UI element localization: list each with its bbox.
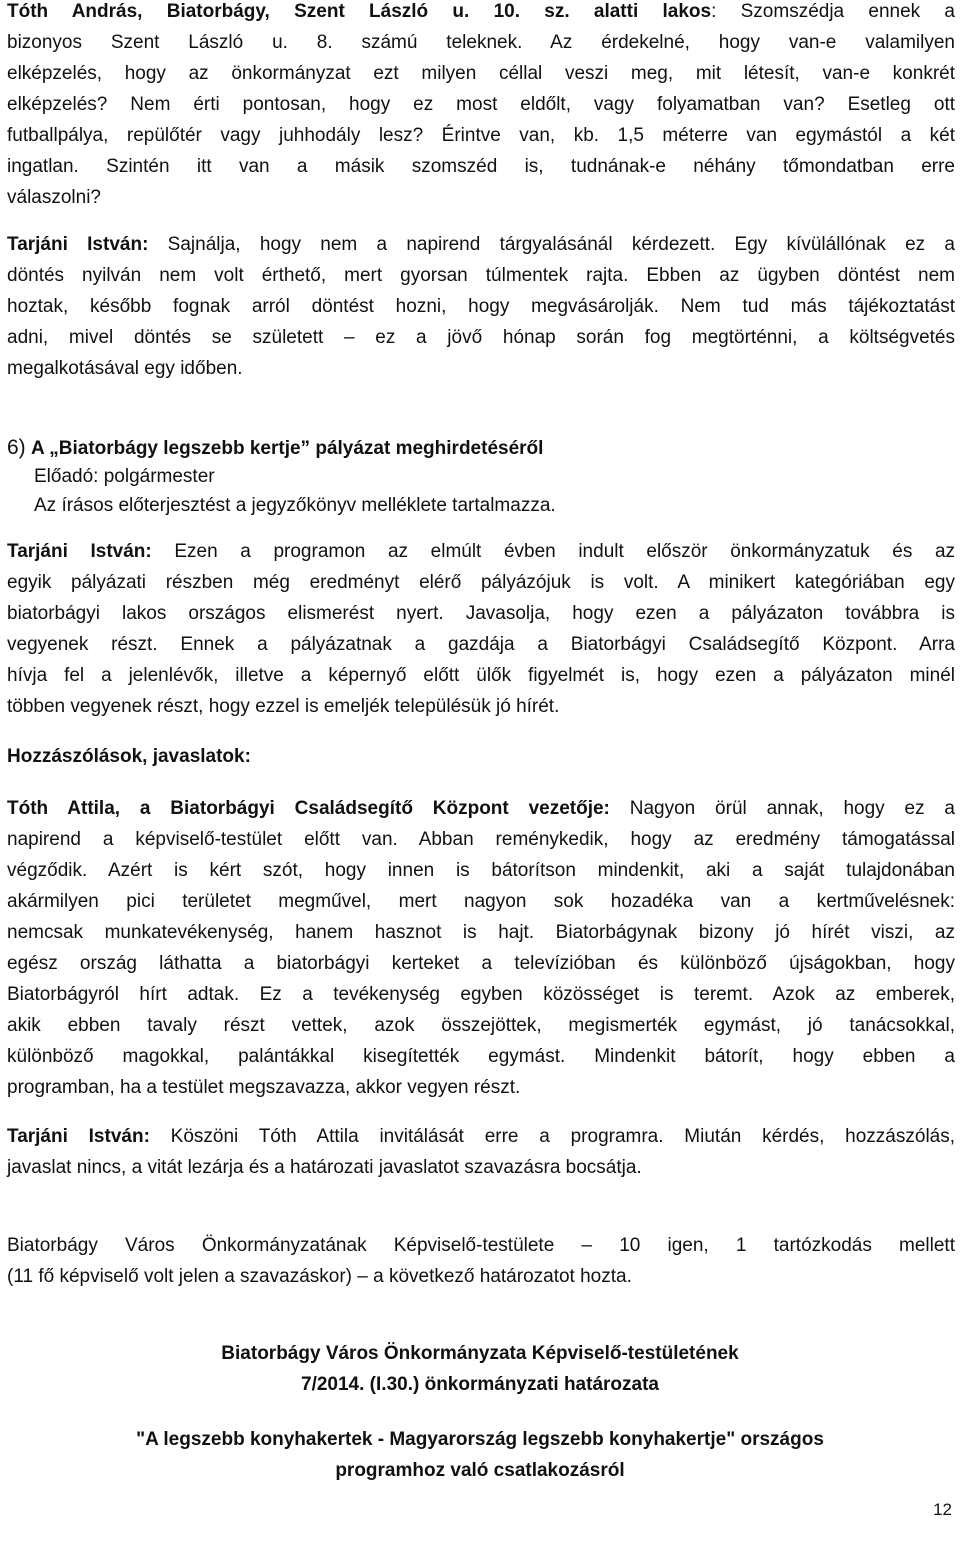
text-line: Tóth András, Biatorbágy, Szent László u. 10. sz. alatti lakos: Szomszédja ennek a xyxy=(7,1,955,22)
agenda-number: 6) xyxy=(7,436,26,459)
text-line: többen vegyenek részt, hogy ezzel is emeljék településük jó hírét. xyxy=(7,696,560,717)
text-line: ingatlan. Szintén itt van a másik szomszéd is, tudnának-e néhány tőmondatban erre xyxy=(7,156,955,177)
paragraph-tarjani-2 xyxy=(7,536,955,722)
text-line: hoztak, később fognak arról döntést hozni, hogy megvásárolják. Nem tud más tájékoztatást xyxy=(7,296,955,317)
paragraph-tarjani-1 xyxy=(7,229,955,384)
paragraph-tarjani-3 xyxy=(7,1121,955,1183)
text-line: programban, ha a testület megszavazza, akkor vegyen részt. xyxy=(7,1077,521,1098)
text-line: Tóth Attila, a Biatorbágyi Családsegítő Központ vezetője: Nagyon örül annak, hogy ez a xyxy=(7,798,955,819)
agenda-heading xyxy=(7,433,955,462)
text-line: végződik. Azért is kért szót, hogy innen is bátorítson mindenkit, aki a saját tulajdonában xyxy=(7,860,955,881)
text-line: megalkotásával egy időben. xyxy=(7,358,243,379)
text-line: Tarjáni István: Ezen a programon az elmúlt évben indult először önkormányzatuk és az xyxy=(7,541,956,562)
text-line: elképzelés, hogy az önkormányzat ezt milyen céllal veszi meg, mit létesít, van-e konkrét xyxy=(7,63,955,84)
text-line: Tarjáni István: Köszöni Tóth Attila invitálását erre a programra. Miután kérdés, hozzászólás, xyxy=(7,1126,956,1147)
text-line: vegyenek részt. Ennek a pályázatnak a gazdája a Biatorbágyi Családsegítő Központ. Arra xyxy=(7,634,955,655)
vote-paragraph xyxy=(7,1230,955,1292)
agenda-item xyxy=(7,433,955,520)
text-line: nemcsak munkatevékenység, hanem hasznot is hajt. Biatorbágynak bizony jó hírét viszi, az xyxy=(7,922,955,943)
paragraph-toth-andras xyxy=(7,0,955,213)
text-line: akármilyen pici területet megművel, mert nagyon sok hozadéka van a kertművelésnek: xyxy=(7,891,955,912)
speaker-name: Tarjáni István: xyxy=(7,1126,150,1147)
resolution-issuer: Biatorbágy Város Önkormányzata Képviselő-testületének xyxy=(221,1343,739,1364)
text-line: egyik pályázati részben még eredményt elérő pályázójuk is volt. A minikert kategóriában egy xyxy=(7,572,955,593)
speaker-name: Tarjáni István: xyxy=(7,234,149,255)
speaker-name: Tóth András, Biatorbágy, Szent László u. 10. sz. alatti lakos xyxy=(7,1,712,22)
text-line: javaslat nincs, a vitát lezárja és a határozati javaslatot szavazásra bocsátja. xyxy=(7,1157,642,1178)
agenda-presenter: Előadó: polgármester xyxy=(34,466,215,487)
text-line: elképzelés? Nem érti pontosan, hogy ez most eldőlt, vagy folyamatban van? Esetleg ott xyxy=(7,94,955,115)
agenda-note: Az írásos előterjesztést a jegyzőkönyv melléklete tartalmazza. xyxy=(34,495,556,516)
page-number: 12 xyxy=(933,1500,952,1519)
paragraph-toth-attila xyxy=(7,793,955,1103)
text-line: válaszolni? xyxy=(7,187,101,208)
resolution-number: 7/2014. (I.30.) önkormányzati határozata xyxy=(301,1374,659,1395)
text-line: napirend a képviselő-testület előtt van. Abban reménykedik, hogy az eredmény támogatással xyxy=(7,829,955,850)
speaker-name: Tóth Attila, a Biatorbágyi Családsegítő Központ vezetője: xyxy=(7,798,610,819)
text-line: egész ország láthatta a biatorbágyi kerteket a televízióban és különböző újságokban, hogy xyxy=(7,953,955,974)
text-line: hívja fel a jelenlévők, illetve a képernyő előtt ülők figyelmét is, hogy ezen a pályázaton minél xyxy=(7,665,955,686)
text-line: akik ebben tavaly részt vettek, azok összejöttek, megismerték egymást, jó tanácsokkal, xyxy=(7,1015,955,1036)
text-line: (11 fő képviselő volt jelen a szavazáskor) – a következő határozatot hozta. xyxy=(7,1266,632,1287)
text-line: bizonyos Szent László u. 8. számú teleknek. Az érdekelné, hogy van-e valamilyen xyxy=(7,32,955,53)
agenda-title: A „Biatorbágy legszebb kertje” pályázat meghirdetéséről xyxy=(30,438,544,459)
text-line: biatorbágyi lakos országos elismerést nyert. Javasolja, hogy ezen a pályázaton továbbra is xyxy=(7,603,955,624)
resolution-title-line-2: programhoz való csatlakozásról xyxy=(335,1460,625,1481)
text-line: döntés nyilván nem volt érthető, mert gyorsan túlmentek rajta. Ebben az ügyben döntést nem xyxy=(7,265,955,286)
text-line: Biatorbágy Város Önkormányzatának Képviselő-testülete – 10 igen, 1 tartózkodás mellett xyxy=(7,1235,955,1256)
text-line: futballpálya, repülőtér vagy juhhodály lesz? Érintve van, kb. 1,5 méterre van egymástól a két xyxy=(7,125,955,146)
text-line: különböző magokkal, palántákkal kisegítették egymást. Mindenkit bátorít, hogy ebben a xyxy=(7,1046,955,1067)
resolution-title-line-1: "A legszebb konyhakertek - Magyarország legszebb konyhakertje" országos xyxy=(136,1429,824,1450)
text-line: Tarjáni István: Sajnálja, hogy nem a napirend tárgyalásánál kérdezett. Egy kívülállónak ez a xyxy=(7,234,956,255)
speaker-name: Tarjáni István: xyxy=(7,541,152,562)
text-line: Biatorbágyról hírt adtak. Ez a tevékenység egyben közösséget is teremt. Azok az emberek, xyxy=(7,984,955,1005)
text-line: adni, mivel döntés se született – ez a jövő hónap során fog megtörténni, a költségvetés xyxy=(7,327,955,348)
comments-heading-block xyxy=(7,741,955,772)
comments-heading: Hozzászólások, javaslatok: xyxy=(7,746,251,767)
